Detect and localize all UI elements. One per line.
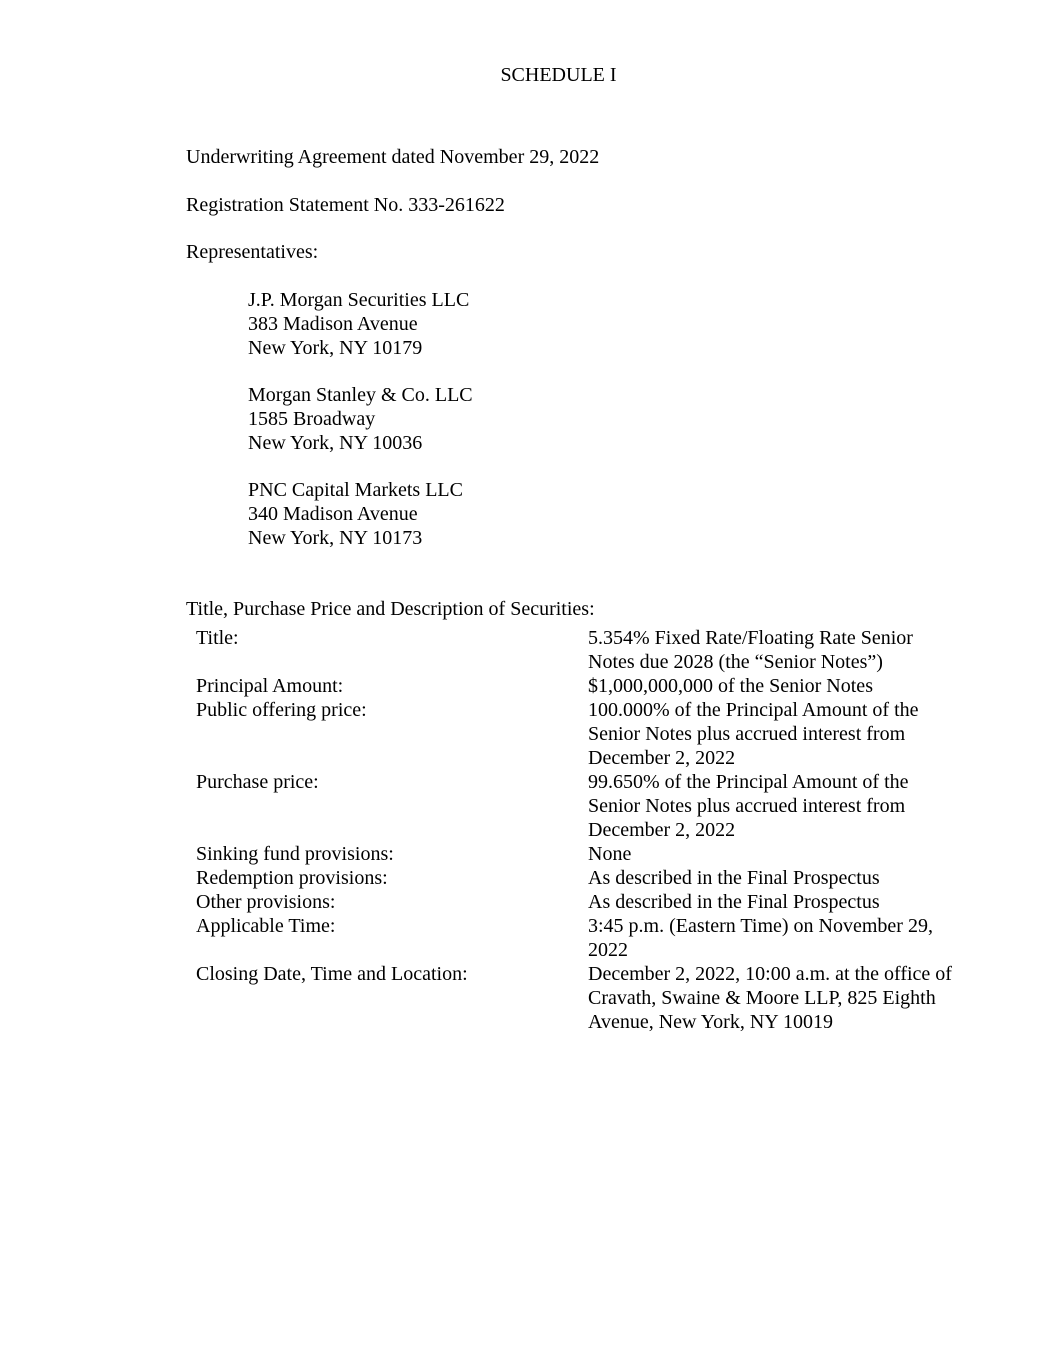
term-row-public-offering-price	[196, 698, 986, 770]
representative-morgan-stanley	[248, 383, 473, 455]
term-label: Public offering price:	[196, 699, 367, 721]
term-value-line: None	[588, 843, 632, 865]
term-value-line: As described in the Final Prospectus	[588, 867, 880, 889]
term-row-applicable-time	[196, 914, 986, 962]
term-row-purchase-price	[196, 770, 986, 842]
term-value-line: December 2, 2022	[588, 819, 736, 841]
term-value	[588, 890, 978, 914]
representative-city: New York, NY 10173	[248, 527, 423, 549]
term-label: Purchase price:	[196, 771, 319, 793]
term-value-line: December 2, 2022	[588, 747, 736, 769]
term-label: Sinking fund provisions:	[196, 843, 394, 865]
term-value	[588, 626, 978, 674]
registration-line: Registration Statement No. 333-261622	[186, 194, 505, 216]
term-label: Closing Date, Time and Location:	[196, 963, 468, 985]
term-value	[588, 962, 978, 1034]
term-value-line: 5.354% Fixed Rate/Floating Rate Senior	[588, 627, 913, 649]
representative-name: Morgan Stanley & Co. LLC	[248, 384, 473, 406]
term-value-line: As described in the Final Prospectus	[588, 891, 880, 913]
term-value	[588, 698, 978, 770]
term-row-redemption	[196, 866, 986, 890]
representative-street: 1585 Broadway	[248, 408, 376, 430]
term-row-title	[196, 626, 986, 674]
term-value-line: December 2, 2022, 10:00 a.m. at the office of	[588, 963, 952, 985]
representative-city: New York, NY 10179	[248, 337, 423, 359]
representative-name: PNC Capital Markets LLC	[248, 479, 463, 501]
representative-city: New York, NY 10036	[248, 432, 423, 454]
term-label: Other provisions:	[196, 891, 336, 913]
term-row-sinking-fund	[196, 842, 986, 866]
representatives-heading: Representatives:	[186, 241, 319, 263]
securities-heading: Title, Purchase Price and Description of Securities:	[186, 598, 595, 620]
representative-jpmorgan	[248, 288, 469, 360]
term-value-line: 100.000% of the Principal Amount of the	[588, 699, 919, 721]
term-row-principal-amount	[196, 674, 986, 698]
page-title: SCHEDULE I	[500, 64, 617, 86]
term-value-line: Senior Notes plus accrued interest from	[588, 795, 906, 817]
term-value	[588, 914, 978, 962]
term-value	[588, 842, 978, 866]
term-label: Title:	[196, 627, 239, 649]
term-value-line: 3:45 p.m. (Eastern Time) on November 29,	[588, 915, 933, 937]
representative-name: J.P. Morgan Securities LLC	[248, 289, 470, 311]
term-value	[588, 674, 978, 698]
term-value-line: 99.650% of the Principal Amount of the	[588, 771, 909, 793]
agreement-line: Underwriting Agreement dated November 29, 2022	[186, 146, 600, 168]
term-value-line: 2022	[588, 939, 628, 961]
representative-pnc	[248, 478, 463, 550]
term-value-line: Cravath, Swaine & Moore LLP, 825 Eighth	[588, 987, 936, 1009]
representative-street: 383 Madison Avenue	[248, 313, 418, 335]
term-value-line: Avenue, New York, NY 10019	[588, 1011, 833, 1033]
term-label: Principal Amount:	[196, 675, 344, 697]
term-value-line: $1,000,000,000 of the Senior Notes	[588, 675, 873, 697]
term-value	[588, 866, 978, 890]
term-value-line: Notes due 2028 (the “Senior Notes”)	[588, 651, 883, 673]
term-value	[588, 770, 978, 842]
term-row-closing	[196, 962, 986, 1034]
term-label: Applicable Time:	[196, 915, 336, 937]
term-row-other-provisions	[196, 890, 986, 914]
term-label: Redemption provisions:	[196, 867, 388, 889]
securities-terms-table	[196, 626, 986, 1034]
term-value-line: Senior Notes plus accrued interest from	[588, 723, 906, 745]
representative-street: 340 Madison Avenue	[248, 503, 418, 525]
